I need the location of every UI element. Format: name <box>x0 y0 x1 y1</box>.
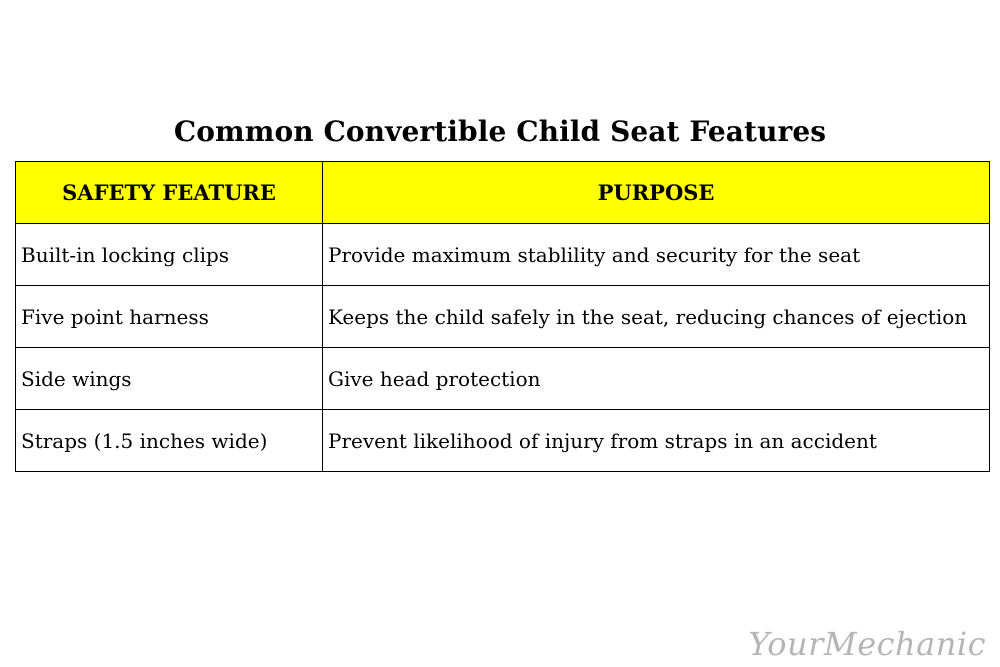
purpose-cell: Provide maximum stablility and security for the seat <box>323 224 990 286</box>
column-header-purpose: PURPOSE <box>323 162 990 224</box>
page-title: Common Convertible Child Seat Features <box>173 114 827 148</box>
feature-cell: Straps (1.5 inches wide) <box>16 410 323 472</box>
feature-cell: Five point harness <box>16 286 323 348</box>
purpose-cell: Give head protection <box>323 348 990 410</box>
feature-cell: Built-in locking clips <box>16 224 323 286</box>
features-table <box>15 161 990 472</box>
table-row <box>16 348 990 410</box>
table-row <box>16 286 990 348</box>
table-row <box>16 410 990 472</box>
table-body <box>16 224 990 472</box>
yourmechanic-watermark-logo: YourMechanic <box>748 625 986 663</box>
header-row <box>16 162 990 224</box>
table-row <box>16 224 990 286</box>
purpose-cell: Prevent likelihood of injury from straps in an accident <box>323 410 990 472</box>
feature-cell: Side wings <box>16 348 323 410</box>
column-header-safety-feature: SAFETY FEATURE <box>16 162 323 224</box>
purpose-cell: Keeps the child safely in the seat, reducing chances of ejection <box>323 286 990 348</box>
table-header <box>16 162 990 224</box>
